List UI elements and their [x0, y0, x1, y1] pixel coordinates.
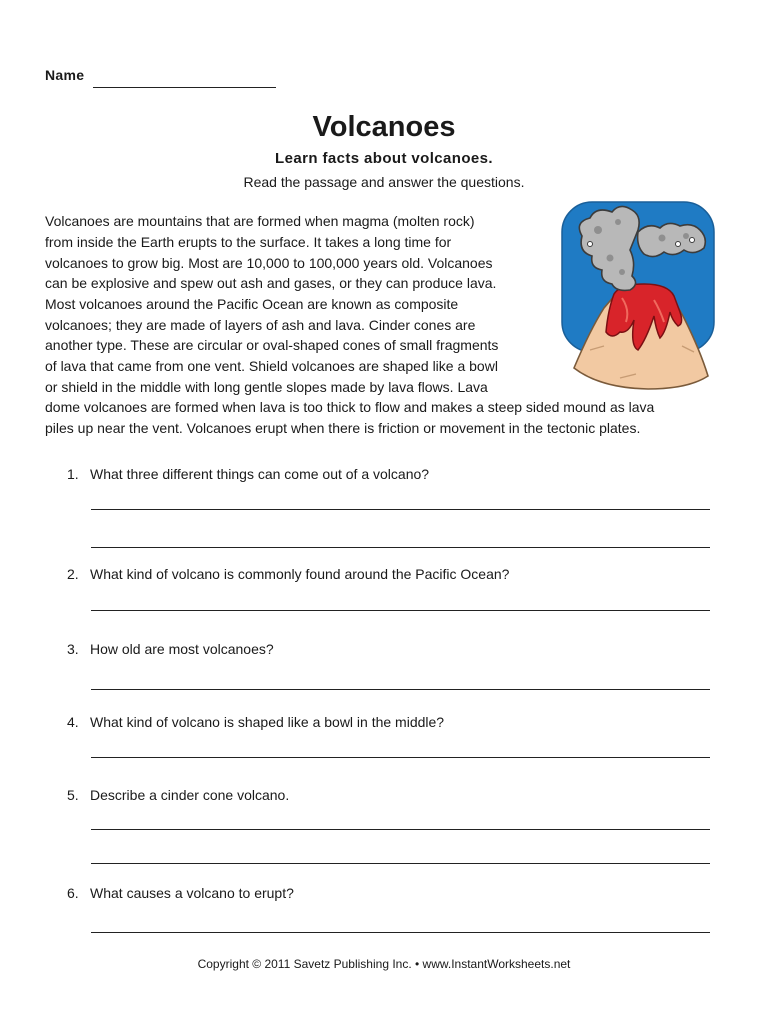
question-number: 5.	[67, 787, 79, 803]
instructions-text: Read the passage and answer the questions.	[243, 174, 525, 190]
question-number: 1.	[67, 466, 79, 482]
passage-line: piles up near the vent. Volcanoes erupt when there is friction or movement in the tectonic plates.	[45, 420, 641, 436]
passage-line: volcanoes to grow big. Most are 10,000 to 100,000 years old. Volcanoes	[45, 255, 493, 271]
question-text: What kind of volcano is commonly found around the Pacific Ocean?	[90, 566, 510, 582]
question-text: What causes a volcano to erupt?	[90, 885, 294, 901]
passage-line: of lava that came from one vent. Shield volcanoes are shaped like a bowl	[45, 358, 498, 374]
question-number: 3.	[67, 641, 79, 657]
answer-line[interactable]	[91, 757, 710, 758]
question-text: How old are most volcanoes?	[90, 641, 274, 657]
volcano-icon	[560, 200, 716, 390]
passage-line: can be explosive and spew out ash and gases, or they can produce lava.	[45, 275, 497, 291]
answer-line[interactable]	[91, 610, 710, 611]
passage-line: or shield in the middle with long gentle slopes made by lava flows. Lava	[45, 379, 488, 395]
name-label: Name	[45, 67, 85, 83]
passage-line: dome volcanoes are formed when lava is too thick to flow and makes a steep sided mound as lava	[45, 399, 655, 415]
passage-line: another type. These are circular or oval-shaped cones of small fragments	[45, 337, 499, 353]
question-text: Describe a cinder cone volcano.	[90, 787, 290, 803]
page-title: Volcanoes	[312, 111, 456, 143]
answer-line[interactable]	[91, 547, 710, 548]
copyright-footer: Copyright © 2011 Savetz Publishing Inc. • www.InstantWorksheets.net	[197, 957, 571, 971]
passage-line: Most volcanoes around the Pacific Ocean are known as composite	[45, 296, 459, 312]
passage-line: from inside the Earth erupts to the surface. It takes a long time for	[45, 234, 452, 250]
answer-line[interactable]	[91, 863, 710, 864]
question-number: 2.	[67, 566, 79, 582]
answer-line[interactable]	[91, 932, 710, 933]
question-number: 4.	[67, 714, 79, 730]
page-subtitle: Learn facts about volcanoes.	[275, 150, 493, 167]
question-text: What kind of volcano is shaped like a bowl in the middle?	[90, 714, 445, 730]
question-text: What three different things can come out of a volcano?	[90, 466, 430, 482]
answer-line[interactable]	[91, 829, 710, 830]
answer-line[interactable]	[91, 689, 710, 690]
name-field[interactable]	[93, 87, 276, 88]
answer-line[interactable]	[91, 509, 710, 510]
question-number: 6.	[67, 885, 79, 901]
passage-line: volcanoes; they are made of layers of ash and lava. Cinder cones are	[45, 317, 476, 333]
passage-line: Volcanoes are mountains that are formed when magma (molten rock)	[45, 213, 475, 229]
